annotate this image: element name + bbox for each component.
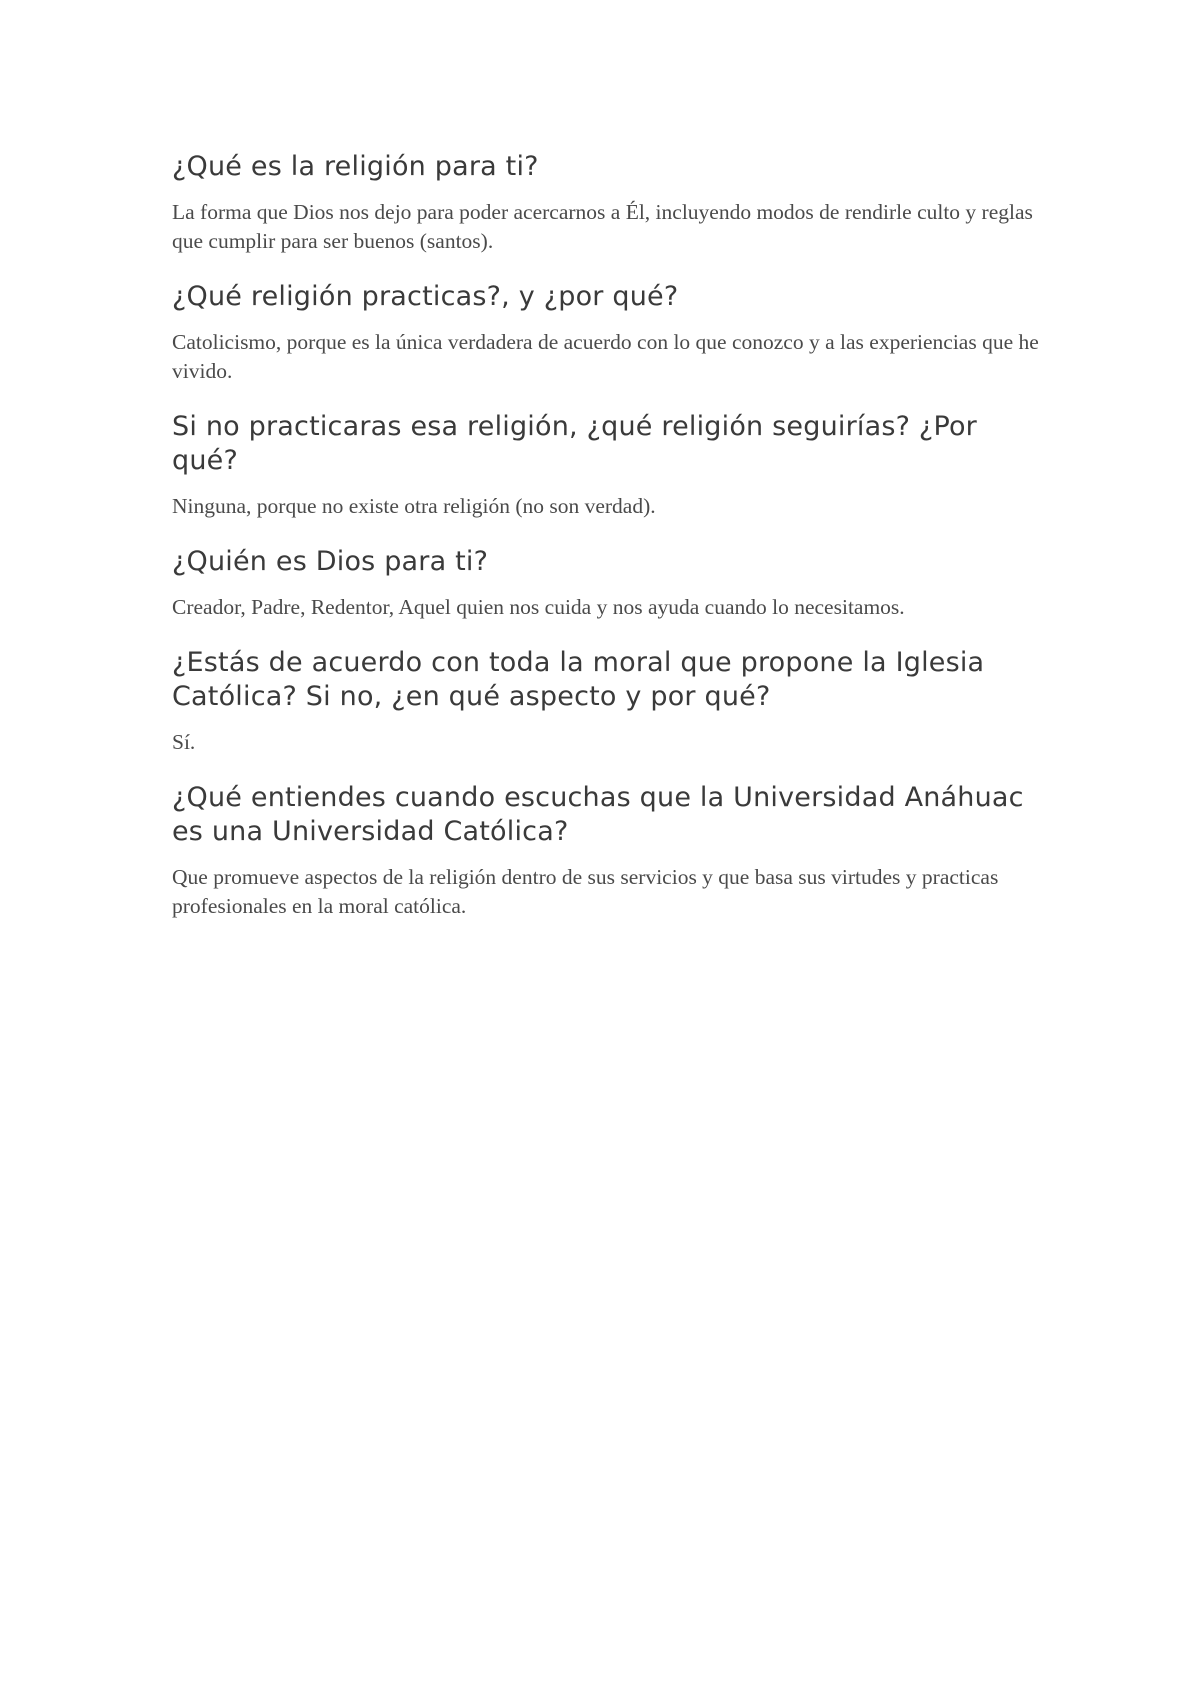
question-heading: Si no practicaras esa religión, ¿qué religión seguirías? ¿Por qué? bbox=[172, 411, 977, 476]
qa-item-religion-practiced bbox=[172, 280, 1042, 386]
question-heading: ¿Quién es Dios para ti? bbox=[172, 546, 489, 577]
qa-item-catholic-university bbox=[172, 781, 1042, 921]
answer-paragraph: Que promueve aspectos de la religión dentro de sus servicios y que basa sus virtudes y practicas profesionales en la moral católica. bbox=[172, 865, 999, 918]
qa-item-catholic-moral bbox=[172, 646, 1042, 757]
question-heading: ¿Qué religión practicas?, y ¿por qué? bbox=[172, 281, 679, 312]
answer-paragraph: Sí. bbox=[172, 730, 196, 754]
qa-item-alternative-religion bbox=[172, 410, 1042, 521]
question-heading: ¿Qué entiendes cuando escuchas que la Universidad Anáhuac es una Universidad Católica? bbox=[172, 782, 1024, 847]
question-heading: ¿Estás de acuerdo con toda la moral que propone la Iglesia Católica? Si no, ¿en qué aspecto y por qué? bbox=[172, 647, 985, 712]
qa-item-who-is-god bbox=[172, 545, 1042, 622]
document-page bbox=[172, 150, 1042, 945]
answer-paragraph: Ninguna, porque no existe otra religión (no son verdad). bbox=[172, 494, 656, 518]
answer-paragraph: Catolicismo, porque es la única verdadera de acuerdo con lo que conozco y a las experiencias que he vivido. bbox=[172, 330, 1039, 383]
qa-item-religion-meaning bbox=[172, 150, 1042, 256]
answer-paragraph: Creador, Padre, Redentor, Aquel quien nos cuida y nos ayuda cuando lo necesitamos. bbox=[172, 595, 905, 619]
question-heading: ¿Qué es la religión para ti? bbox=[172, 151, 539, 182]
answer-paragraph: La forma que Dios nos dejo para poder acercarnos a Él, incluyendo modos de rendirle culto y reglas que cumplir para ser buenos (santos). bbox=[172, 200, 1033, 253]
